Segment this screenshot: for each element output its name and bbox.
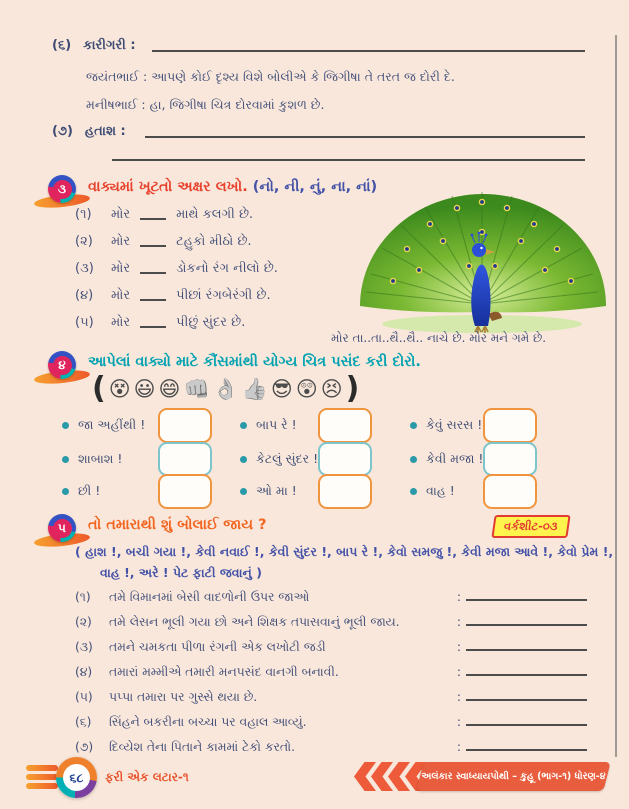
dialogue-line: જયંતભાઈ : આપણે કોઈ દૃશ્ય વિશે બોલીએ કે જિગીષા તે તરત જ દોરી દે. bbox=[86, 69, 455, 84]
answer-line bbox=[466, 591, 587, 601]
exclamation-label: કેટલું સુંદર ! bbox=[256, 451, 319, 466]
footer-chapter-label: ફરી એક લટાર-૧ bbox=[105, 770, 189, 784]
exclamation-item bbox=[62, 483, 100, 499]
close-paren: ) bbox=[345, 371, 360, 406]
section-5-title bbox=[88, 517, 267, 533]
answer-blank bbox=[140, 209, 166, 219]
fill-blank-sentence bbox=[75, 288, 271, 303]
item-text: દિવ્યેશ તેના પિતાને કામમાં ટેકો કરતો. bbox=[109, 740, 296, 754]
question-6-row bbox=[52, 38, 136, 53]
open-paren: ( bbox=[92, 371, 106, 406]
exclamation-item bbox=[240, 483, 297, 499]
colon: : bbox=[456, 740, 461, 754]
page-number: ૬૮ bbox=[63, 764, 90, 791]
footer-stripe-decoration bbox=[26, 774, 58, 780]
item-text: તમે વિમાનમાં બેસી વાદળોની ઉપર જાઓ bbox=[109, 590, 310, 604]
answer-box bbox=[483, 442, 537, 476]
response-item bbox=[75, 615, 587, 630]
answer-box bbox=[483, 474, 537, 509]
answer-line bbox=[466, 716, 587, 726]
answer-blank bbox=[140, 236, 166, 246]
item-text: પીછાં રંગબેરંગી છે. bbox=[176, 288, 271, 303]
answer-box bbox=[318, 408, 372, 443]
section-title-text: આપેલાં વાક્યો માટે કૌંસમાંથી યોગ્ય ચિત્ર પસંદ કરી દોરો. bbox=[88, 354, 421, 370]
answer-blank bbox=[140, 263, 166, 273]
section-3-title bbox=[88, 179, 377, 195]
answer-box bbox=[158, 442, 212, 476]
sunglasses-face-icon: 😎 bbox=[270, 377, 293, 401]
answer-line bbox=[466, 691, 587, 701]
exclamation-label: જા અહીંથી ! bbox=[78, 417, 146, 432]
page-edge-line bbox=[615, 35, 617, 757]
item-text: તમને ચમકતા પીળા રંગની એક લખોટી જડી bbox=[109, 640, 326, 654]
question-label: હતાશ : bbox=[84, 124, 126, 139]
answer-line bbox=[152, 50, 585, 52]
fill-blank-sentence bbox=[75, 234, 252, 249]
bullet-dot bbox=[240, 456, 247, 463]
response-item bbox=[75, 640, 587, 655]
fist-icon: 👊 bbox=[183, 377, 210, 401]
item-subject: મોર bbox=[111, 234, 131, 249]
answer-line bbox=[466, 641, 587, 651]
peacock-caption: મોર તા..તા..થૈ..થૈ.. નાચે છે. મોર મને ગમે છે. bbox=[331, 331, 547, 345]
item-subject: મોર bbox=[111, 261, 131, 276]
question-number: (૭) bbox=[52, 124, 73, 139]
thumbs-up-icon: 👍 bbox=[241, 377, 268, 401]
footer-stripe-decoration bbox=[26, 765, 58, 771]
exclamation-label: બાપ રે ! bbox=[256, 417, 297, 432]
bullet-dot bbox=[62, 456, 69, 463]
section-4-title bbox=[88, 354, 421, 370]
footer-stripe-decoration bbox=[26, 783, 58, 789]
answer-line bbox=[466, 741, 587, 751]
exclamation-label: શાબાશ ! bbox=[78, 451, 123, 466]
item-number: (૩) bbox=[75, 261, 94, 276]
bullet-dot bbox=[62, 422, 69, 429]
bullet-dot bbox=[240, 422, 247, 429]
bullet-dot bbox=[62, 488, 69, 495]
item-number: (૧) bbox=[75, 207, 92, 222]
exclamation-label: કેવી મજા ! bbox=[426, 451, 484, 466]
page-number-circle bbox=[56, 757, 97, 798]
exclamation-item bbox=[240, 451, 318, 467]
astonished-face-icon: 😲 bbox=[295, 377, 318, 401]
grinning-face-icon: 😃 bbox=[133, 377, 156, 401]
colon: : bbox=[456, 715, 461, 729]
item-number: (૪) bbox=[75, 665, 93, 679]
answer-box bbox=[158, 474, 212, 509]
question-number: (૬) bbox=[52, 38, 72, 53]
badge-ring bbox=[48, 514, 76, 542]
ok-hand-icon: 👌 bbox=[212, 377, 239, 401]
item-text: તમારાં મમ્મીએ તમારી મનપસંદ વાનગી બનાવી. bbox=[109, 665, 339, 679]
section-title-text: વાક્યમાં ખૂટતો અક્ષર લખો. bbox=[88, 179, 248, 195]
dizzy-face-icon: 😵 bbox=[108, 377, 131, 401]
exclamation-label: ઓ મા ! bbox=[256, 483, 297, 498]
fill-blank-sentence bbox=[75, 261, 278, 276]
section-title-hint: (નો, ની, નું, ના, નાં) bbox=[252, 179, 378, 195]
response-item bbox=[75, 690, 587, 705]
section-title-text: તો તમારાથી શું બોલાઈ જાય ? bbox=[88, 517, 267, 533]
exclamation-label: કેવું સરસ ! bbox=[426, 417, 483, 432]
response-item bbox=[75, 740, 587, 755]
item-number: (૭) bbox=[75, 740, 94, 754]
distressed-face-icon: 😣 bbox=[320, 377, 343, 401]
item-subject: મોર bbox=[111, 288, 131, 303]
fill-blank-sentence bbox=[75, 315, 245, 330]
item-number: (૬) bbox=[75, 715, 92, 729]
answer-box bbox=[318, 474, 372, 509]
answer-blank bbox=[140, 317, 166, 327]
section-number: ૪ bbox=[53, 356, 72, 375]
answer-line bbox=[466, 666, 587, 676]
section-number: ૫ bbox=[53, 519, 72, 538]
laughing-face-icon: 😄 bbox=[158, 377, 181, 401]
answer-box bbox=[158, 408, 212, 443]
item-text: ટહુકો મીઠો છે. bbox=[176, 234, 252, 249]
item-text: માથે કલગી છે. bbox=[176, 207, 254, 222]
badge-ring bbox=[48, 351, 76, 379]
exclamation-item bbox=[410, 417, 482, 433]
colon: : bbox=[456, 615, 461, 629]
badge-ring bbox=[48, 175, 76, 203]
bullet-dot bbox=[410, 422, 417, 429]
answer-line bbox=[112, 159, 585, 161]
exclamation-label: વાહ ! bbox=[426, 483, 455, 498]
emoji-options-row bbox=[92, 371, 360, 406]
response-item bbox=[75, 590, 587, 605]
item-text: સિંહને બકરીના બચ્ચા પર વહાલ આવ્યું. bbox=[109, 715, 307, 729]
answer-blank bbox=[140, 290, 166, 300]
response-item bbox=[75, 665, 587, 680]
item-text: ડોકનો રંગ નીલો છે. bbox=[176, 261, 278, 276]
exclamation-item bbox=[410, 451, 483, 467]
footer-book-title: અલંકાર સ્વાધ્યાયપોથી – કુહૂ (ભાગ-૧) ધોરણ-૪ bbox=[421, 771, 606, 782]
item-text: પીછું સુંદર છે. bbox=[176, 315, 246, 330]
section-3-badge bbox=[46, 175, 80, 209]
question-label: કારીગરી : bbox=[83, 38, 136, 53]
item-number: (૧) bbox=[75, 590, 91, 604]
exclamation-label: છી ! bbox=[78, 483, 101, 498]
dialogue-line: મનીષભાઈ : હા, જિગીષા ચિત્ર દોરવામાં કુશળ છે. bbox=[86, 97, 325, 112]
item-number: (૫) bbox=[75, 690, 93, 704]
peacock-illustration bbox=[348, 186, 616, 333]
colon: : bbox=[456, 640, 461, 654]
item-number: (૩) bbox=[75, 640, 93, 654]
item-number: (૪) bbox=[75, 288, 94, 303]
item-number: (૫) bbox=[75, 315, 94, 330]
exclamation-item bbox=[410, 483, 455, 499]
answer-box bbox=[318, 442, 372, 476]
exclamation-options-list: ( હાશ !, બચી ગયા !, કેવી નવાઈ !, કેવી સુંદર !, બાપ રે !, કેવો સમજુ !, કેવી મજા આવે !, કેવો પ્રેમ !, વાહ !, અરે ! પેટ ફાટી જવાનું ) bbox=[75, 544, 614, 580]
item-number: (૨) bbox=[75, 234, 93, 249]
section-4-badge bbox=[46, 351, 80, 385]
fill-blank-sentence bbox=[75, 207, 253, 222]
exclamation-item bbox=[240, 417, 297, 433]
item-text: પપ્પા તમારા પર ગુસ્સે થયા છે. bbox=[109, 690, 258, 704]
exclamation-item bbox=[62, 451, 122, 467]
section-number: ૩ bbox=[53, 180, 72, 199]
exclamation-item bbox=[62, 417, 145, 433]
bullet-dot bbox=[410, 456, 417, 463]
item-subject: મોર bbox=[111, 207, 131, 222]
response-item bbox=[75, 715, 587, 730]
colon: : bbox=[456, 590, 461, 604]
answer-line bbox=[466, 616, 587, 626]
bullet-dot bbox=[410, 488, 417, 495]
item-number: (૨) bbox=[75, 615, 92, 629]
colon: : bbox=[456, 665, 461, 679]
item-text: તમે લેસન ભૂલી ગયા છો અને શિક્ષક તપાસવાનું ભૂલી જાય. bbox=[109, 615, 400, 629]
bullet-dot bbox=[240, 488, 247, 495]
question-7-row bbox=[52, 124, 126, 139]
worksheet-badge: વર્કશીટ-૦૩ bbox=[491, 515, 570, 538]
item-subject: મોર bbox=[111, 315, 131, 330]
answer-line bbox=[145, 136, 585, 138]
colon: : bbox=[456, 690, 461, 704]
answer-box bbox=[483, 408, 537, 443]
